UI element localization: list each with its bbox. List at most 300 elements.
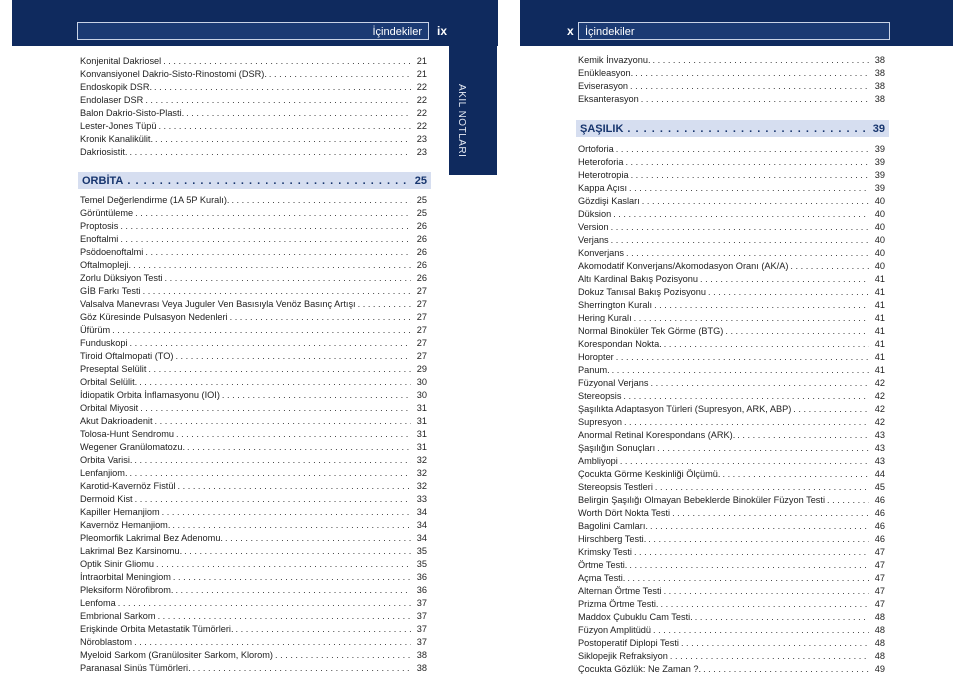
dot-leader	[672, 507, 869, 520]
toc-entry-title: Tiroid Oftalmopati (TO)	[80, 351, 174, 361]
toc-entry[interactable]	[80, 415, 427, 428]
toc-entry[interactable]	[80, 389, 427, 402]
toc-entry[interactable]	[578, 208, 885, 221]
toc-entry-title: Açma Testi.	[578, 573, 626, 583]
toc-entry[interactable]	[80, 597, 427, 610]
toc-entry-page: 38	[874, 55, 885, 65]
toc-entry-page: 46	[874, 495, 885, 505]
toc-entry[interactable]	[578, 273, 885, 286]
dot-leader	[620, 455, 869, 468]
toc-entry[interactable]	[80, 428, 427, 441]
dot-leader	[143, 285, 411, 298]
toc-entry[interactable]	[578, 143, 885, 156]
toc-entry[interactable]	[80, 558, 427, 571]
toc-entry-page: 25	[416, 195, 427, 205]
toc-entry-page: 39	[874, 183, 885, 193]
toc-entry[interactable]	[80, 233, 427, 246]
dot-leader	[184, 545, 411, 558]
dot-leader	[163, 55, 411, 68]
toc-entry-page: 39	[874, 170, 885, 180]
toc-entry-page: 48	[874, 625, 885, 635]
toc-entry[interactable]	[80, 545, 427, 558]
toc-entry-page: 27	[416, 299, 427, 309]
toc-entry-title: Horopter	[578, 352, 614, 362]
toc-entry-title: Kronik Kanalikülit.	[80, 134, 154, 144]
toc-entry[interactable]	[578, 429, 885, 442]
toc-entry-title: Lenfoma	[80, 598, 116, 608]
dot-leader	[613, 208, 869, 221]
dot-leader	[661, 598, 870, 611]
toc-entry-title: Kavernöz Hemanjiom.	[80, 520, 171, 530]
toc-entry-page: 25	[416, 208, 427, 218]
toc-entry-page: 38	[874, 81, 885, 91]
dot-leader	[650, 520, 869, 533]
toc-entry-title: Ambliyopi	[578, 456, 618, 466]
toc-entry[interactable]	[80, 259, 427, 272]
toc-entry[interactable]	[578, 338, 885, 351]
toc-entry-title: Erişkinde Orbita Metastatik Tümörleri.	[80, 624, 234, 634]
toc-entry-page: 39	[874, 144, 885, 154]
dot-leader	[129, 146, 411, 159]
toc-entry-page: 38	[416, 650, 427, 660]
toc-entry[interactable]	[80, 272, 427, 285]
toc-entry-title: Lester-Jones Tüpü	[80, 121, 157, 131]
toc-entry[interactable]	[80, 311, 427, 324]
toc-entry-page: 46	[874, 521, 885, 531]
dot-leader	[670, 650, 869, 663]
toc-entry[interactable]	[80, 337, 427, 350]
dot-leader	[155, 133, 411, 146]
dot-leader	[650, 377, 869, 390]
toc-entry-page: 45	[874, 482, 885, 492]
toc-entry[interactable]	[578, 637, 885, 650]
dot-leader	[145, 94, 411, 107]
toc-entry[interactable]	[578, 54, 885, 67]
toc-entry-page: 37	[416, 624, 427, 634]
toc-entry[interactable]	[80, 571, 427, 584]
toc-entry-title: Ortoforia	[578, 144, 614, 154]
toc-entry-page: 40	[874, 196, 885, 206]
toc-entry[interactable]	[80, 120, 427, 133]
toc-entry-title: Konjenital Dakriosel	[80, 56, 162, 66]
dot-leader	[655, 481, 869, 494]
toc-entry-title: Şaşılıkta Adaptasyon Türleri (Supresyon, ARK, ABP)	[578, 404, 792, 414]
dot-leader	[225, 532, 411, 545]
dot-leader	[133, 259, 411, 272]
toc-entry-title: Çocukta Gözlük: Ne Zaman ?.	[578, 664, 702, 674]
dot-leader	[737, 429, 869, 442]
dot-leader	[631, 169, 869, 182]
toc-entry-title: Çocukta Görme Keskinliği Ölçümü.	[578, 469, 721, 479]
dot-leader	[118, 597, 411, 610]
toc-entry[interactable]	[80, 285, 427, 298]
dot-leader	[827, 494, 869, 507]
toc-entry[interactable]	[578, 286, 885, 299]
dot-leader	[162, 506, 411, 519]
toc-entry-page: 44	[874, 469, 885, 479]
toc-entry[interactable]	[80, 350, 427, 363]
dot-leader	[156, 558, 411, 571]
toc-entry-page: 41	[874, 274, 885, 284]
toc-entry[interactable]	[80, 623, 427, 636]
left-section-toc-list	[80, 194, 427, 675]
toc-entry-page: 26	[416, 273, 427, 283]
toc-entry[interactable]	[578, 403, 885, 416]
dot-leader	[187, 441, 411, 454]
toc-entry[interactable]	[80, 324, 427, 337]
dot-leader	[700, 273, 869, 286]
right-top-toc-list	[578, 54, 885, 106]
toc-entry-page: 35	[416, 559, 427, 569]
toc-entry-page: 43	[874, 443, 885, 453]
toc-entry-title: Akomodatif Konverjans/Akomodasyon Oranı (AK/A)	[578, 261, 789, 271]
toc-entry-page: 41	[874, 313, 885, 323]
toc-entry-page: 38	[874, 68, 885, 78]
toc-entry[interactable]	[80, 610, 427, 623]
toc-entry-page: 49	[874, 664, 885, 674]
toc-entry[interactable]	[578, 442, 885, 455]
toc-entry-page: 23	[416, 147, 427, 157]
toc-entry-title: Hering Kuralı	[578, 313, 632, 323]
toc-entry[interactable]	[80, 194, 427, 207]
toc-entry-title: Eksanterasyon	[578, 94, 639, 104]
toc-entry-page: 37	[416, 637, 427, 647]
toc-entry[interactable]	[578, 663, 885, 676]
dot-leader	[790, 260, 869, 273]
toc-entry[interactable]	[578, 585, 885, 598]
toc-entry[interactable]	[578, 533, 885, 546]
toc-entry-page: 21	[416, 69, 427, 79]
toc-entry[interactable]	[80, 454, 427, 467]
dot-leader	[664, 338, 869, 351]
toc-entry[interactable]	[578, 156, 885, 169]
dot-leader	[193, 662, 411, 675]
toc-entry-page: 41	[874, 365, 885, 375]
dot-leader	[625, 156, 869, 169]
toc-entry-title: Embrional Sarkom	[80, 611, 156, 621]
toc-entry[interactable]	[578, 325, 885, 338]
toc-entry-page: 31	[416, 429, 427, 439]
toc-entry-title: Alternan Örtme Testi	[578, 586, 662, 596]
toc-entry-title: Altı Kardinal Bakış Pozisyonu	[578, 274, 699, 284]
toc-entry[interactable]	[578, 650, 885, 663]
toc-entry-page: 27	[416, 338, 427, 348]
toc-entry-page: 36	[416, 585, 427, 595]
toc-entry-title: Orbital Selülit.	[80, 377, 138, 387]
dot-leader	[127, 175, 410, 187]
toc-entry-page: 32	[416, 468, 427, 478]
toc-entry[interactable]	[578, 67, 885, 80]
toc-entry-title: Stereopsis	[578, 391, 622, 401]
section-title: ŞAŞILIK	[580, 122, 624, 135]
dot-leader	[130, 337, 412, 350]
toc-entry[interactable]	[578, 390, 885, 403]
toc-entry-title: Eviserasyon	[578, 81, 629, 91]
dot-leader	[703, 663, 869, 676]
toc-entry[interactable]	[578, 468, 885, 481]
dot-leader	[140, 402, 411, 415]
toc-entry-page: 31	[416, 416, 427, 426]
dot-leader	[657, 442, 869, 455]
toc-entry-title: Üfürüm	[80, 325, 111, 335]
toc-entry[interactable]	[578, 377, 885, 390]
toc-entry[interactable]	[80, 467, 427, 480]
toc-entry-page: 42	[874, 404, 885, 414]
toc-entry-page: 47	[874, 599, 885, 609]
dot-leader	[134, 454, 411, 467]
toc-entry[interactable]	[578, 455, 885, 468]
toc-entry-title: Pleksiform Nörofibrom.	[80, 585, 174, 595]
toc-entry[interactable]	[80, 402, 427, 415]
toc-entry-title: Oftalmopleji.	[80, 260, 132, 270]
toc-entry-title: Supresyon	[578, 417, 622, 427]
section-heading-sasilik[interactable]	[576, 120, 889, 137]
toc-entry-title: Version	[578, 222, 609, 232]
toc-entry-page: 34	[416, 507, 427, 517]
dot-leader	[722, 468, 869, 481]
dot-leader	[627, 572, 869, 585]
dot-leader	[154, 81, 411, 94]
toc-entry[interactable]	[80, 584, 427, 597]
toc-entry-page: 47	[874, 586, 885, 596]
toc-entry-page: 42	[874, 417, 885, 427]
dot-leader	[725, 325, 869, 338]
toc-entry-title: GİB Farkı Testi	[80, 286, 141, 296]
dot-leader	[173, 571, 411, 584]
dot-leader	[681, 637, 869, 650]
dot-leader	[624, 416, 869, 429]
dot-leader	[158, 610, 411, 623]
toc-entry[interactable]	[80, 519, 427, 532]
dot-leader	[135, 207, 411, 220]
dot-leader	[627, 123, 868, 135]
toc-entry-page: 23	[416, 134, 427, 144]
toc-entry-title: Örtme Testi.	[578, 560, 628, 570]
toc-entry[interactable]	[80, 298, 427, 311]
dot-leader	[611, 221, 869, 234]
toc-entry-title: Psödoenoftalmi	[80, 247, 144, 257]
dot-leader	[120, 220, 411, 233]
toc-entry[interactable]	[80, 207, 427, 220]
dot-leader	[178, 480, 412, 493]
dot-leader	[120, 233, 411, 246]
toc-entry-title: Belirgin Şaşılığı Olmayan Bebeklerde Binoküler Füzyon Testi	[578, 495, 825, 505]
toc-entry[interactable]	[578, 182, 885, 195]
dot-leader	[134, 636, 411, 649]
toc-entry[interactable]	[80, 68, 427, 81]
toc-entry[interactable]	[80, 636, 427, 649]
toc-entry[interactable]	[578, 546, 885, 559]
toc-entry-title: Heterotropia	[578, 170, 629, 180]
toc-entry-title: Normal Binoküler Tek Görme (BTG)	[578, 326, 724, 336]
toc-entry[interactable]	[80, 532, 427, 545]
toc-entry-page: 32	[416, 455, 427, 465]
left-top-toc-list	[80, 55, 427, 159]
toc-entry-title: Karotid-Kavernöz Fistül	[80, 481, 176, 491]
toc-entry-page: 27	[416, 286, 427, 296]
toc-entry[interactable]	[578, 416, 885, 429]
dot-leader	[654, 299, 869, 312]
toc-entry-title: Balon Dakrio-Sisto-Plasti.	[80, 108, 185, 118]
toc-entry[interactable]	[578, 312, 885, 325]
toc-entry[interactable]	[80, 363, 427, 376]
toc-entry[interactable]	[578, 260, 885, 273]
toc-entry[interactable]	[578, 80, 885, 93]
toc-entry-page: 22	[416, 121, 427, 131]
toc-entry-page: 34	[416, 533, 427, 543]
toc-entry-page: 36	[416, 572, 427, 582]
toc-entry-page: 38	[416, 663, 427, 673]
toc-entry[interactable]	[80, 376, 427, 389]
toc-entry-page: 42	[874, 391, 885, 401]
toc-entry-page: 43	[874, 456, 885, 466]
dot-leader	[664, 585, 869, 598]
toc-entry[interactable]	[578, 221, 885, 234]
toc-entry-page: 32	[416, 481, 427, 491]
toc-entry-title: Konverjans	[578, 248, 624, 258]
toc-entry[interactable]	[80, 220, 427, 233]
toc-entry[interactable]	[578, 481, 885, 494]
toc-entry-title: Anormal Retinal Korespondans (ARK).	[578, 430, 736, 440]
toc-entry-title: Göz Küresinde Pulsasyon Nedenleri	[80, 312, 228, 322]
toc-entry-title: Stereopsis Testleri	[578, 482, 653, 492]
toc-entry-page: 42	[874, 378, 885, 388]
dot-leader	[112, 324, 411, 337]
toc-entry-page: 41	[874, 326, 885, 336]
toc-entry[interactable]	[80, 107, 427, 120]
toc-entry[interactable]	[80, 441, 427, 454]
toc-entry[interactable]	[578, 598, 885, 611]
toc-entry-title: Siklopejik Refraksiyon	[578, 651, 668, 661]
toc-entry-title: Temel Değerlendirme (1A 5P Kuralı).	[80, 195, 230, 205]
dot-leader	[231, 194, 411, 207]
toc-entry-page: 26	[416, 234, 427, 244]
toc-entry[interactable]	[578, 351, 885, 364]
toc-entry-page: 27	[416, 351, 427, 361]
toc-entry-title: Hirschberg Testi.	[578, 534, 647, 544]
toc-entry[interactable]	[80, 94, 427, 107]
toc-entry[interactable]	[80, 146, 427, 159]
toc-entry-title: Funduskopi	[80, 338, 128, 348]
toc-entry-title: Bagolini Camları.	[578, 521, 648, 531]
dot-leader	[222, 389, 411, 402]
toc-entry-title: İntraorbital Meningiom	[80, 572, 171, 582]
toc-entry-page: 47	[874, 547, 885, 557]
toc-entry[interactable]	[80, 649, 427, 662]
dot-leader	[634, 312, 869, 325]
toc-entry-title: Endoskopik DSR.	[80, 82, 153, 92]
toc-entry[interactable]	[80, 81, 427, 94]
toc-entry-title: Postoperatif Diplopi Testi	[578, 638, 679, 648]
toc-entry-page: 26	[416, 260, 427, 270]
dot-leader	[634, 546, 869, 559]
right-page-number: x	[567, 24, 574, 38]
toc-entry[interactable]	[578, 169, 885, 182]
toc-entry-page: 21	[416, 56, 427, 66]
dot-leader	[612, 364, 869, 377]
dot-leader	[708, 286, 869, 299]
toc-entry[interactable]	[578, 93, 885, 106]
toc-entry[interactable]	[578, 234, 885, 247]
toc-entry-title: Konvansiyonel Dakrio-Sisto-Rinostomi (DSR).	[80, 69, 267, 79]
toc-entry-title: Worth Dört Nokta Testi	[578, 508, 671, 518]
dot-leader	[635, 67, 869, 80]
dot-leader	[269, 68, 411, 81]
toc-entry[interactable]	[578, 195, 885, 208]
toc-entry[interactable]	[578, 572, 885, 585]
toc-entry-page: 26	[416, 221, 427, 231]
toc-entry-page: 34	[416, 520, 427, 530]
toc-entry-page: 35	[416, 546, 427, 556]
toc-entry[interactable]	[80, 480, 427, 493]
dot-leader	[145, 246, 411, 259]
toc-entry[interactable]	[578, 611, 885, 624]
section-page: 25	[414, 174, 427, 187]
toc-entry[interactable]	[80, 493, 427, 506]
dot-leader	[616, 351, 869, 364]
toc-entry-page: 22	[416, 82, 427, 92]
section-heading-orbita[interactable]	[78, 172, 431, 189]
dot-leader	[358, 298, 411, 311]
toc-entry[interactable]	[80, 246, 427, 259]
toc-entry-title: Tolosa-Hunt Sendromu	[80, 429, 174, 439]
toc-entry[interactable]	[578, 507, 885, 520]
dot-leader	[135, 493, 411, 506]
toc-entry-page: 22	[416, 108, 427, 118]
toc-entry[interactable]	[578, 520, 885, 533]
toc-entry-page: 41	[874, 287, 885, 297]
toc-entry[interactable]	[578, 299, 885, 312]
dot-leader	[175, 584, 411, 597]
left-page-number: ix	[437, 24, 448, 38]
toc-entry-title: Kemik İnvazyonu.	[578, 55, 651, 65]
toc-entry-page: 48	[874, 638, 885, 648]
toc-entry-title: Sherrington Kuralı	[578, 300, 653, 310]
toc-entry-title: Nöroblastom	[80, 637, 133, 647]
toc-entry[interactable]	[80, 55, 427, 68]
toc-entry-title: Maddox Çubuklu Cam Testi.	[578, 612, 693, 622]
toc-entry-title: Proptosis	[80, 221, 119, 231]
toc-entry-title: Şaşılığın Sonuçları	[578, 443, 656, 453]
toc-entry-title: Orbita Varisi.	[80, 455, 133, 465]
toc-entry[interactable]	[578, 247, 885, 260]
toc-entry-title: Füzyonal Verjans	[578, 378, 649, 388]
dot-leader	[236, 623, 411, 636]
toc-entry[interactable]	[578, 559, 885, 572]
section-page: 39	[872, 122, 885, 135]
toc-entry[interactable]	[578, 364, 885, 377]
right-section-toc-list	[578, 143, 885, 676]
section-title: ORBİTA	[82, 174, 124, 187]
toc-entry[interactable]	[578, 494, 885, 507]
toc-entry-page: 22	[416, 95, 427, 105]
dot-leader	[158, 120, 411, 133]
toc-entry[interactable]	[80, 662, 427, 675]
toc-entry-title: Orbital Miyosit	[80, 403, 139, 413]
toc-entry-title: Panum.	[578, 365, 610, 375]
toc-entry[interactable]	[578, 624, 885, 637]
toc-entry-page: 27	[416, 325, 427, 335]
toc-entry-page: 26	[416, 247, 427, 257]
right-header-title: İçindekiler	[578, 22, 890, 40]
toc-entry-title: Endolaser DSR	[80, 95, 144, 105]
toc-entry-title: Dakriosistit.	[80, 147, 128, 157]
toc-entry-page: 27	[416, 312, 427, 322]
toc-entry[interactable]	[80, 133, 427, 146]
toc-entry[interactable]	[80, 506, 427, 519]
dot-leader	[148, 363, 411, 376]
dot-leader	[175, 350, 411, 363]
